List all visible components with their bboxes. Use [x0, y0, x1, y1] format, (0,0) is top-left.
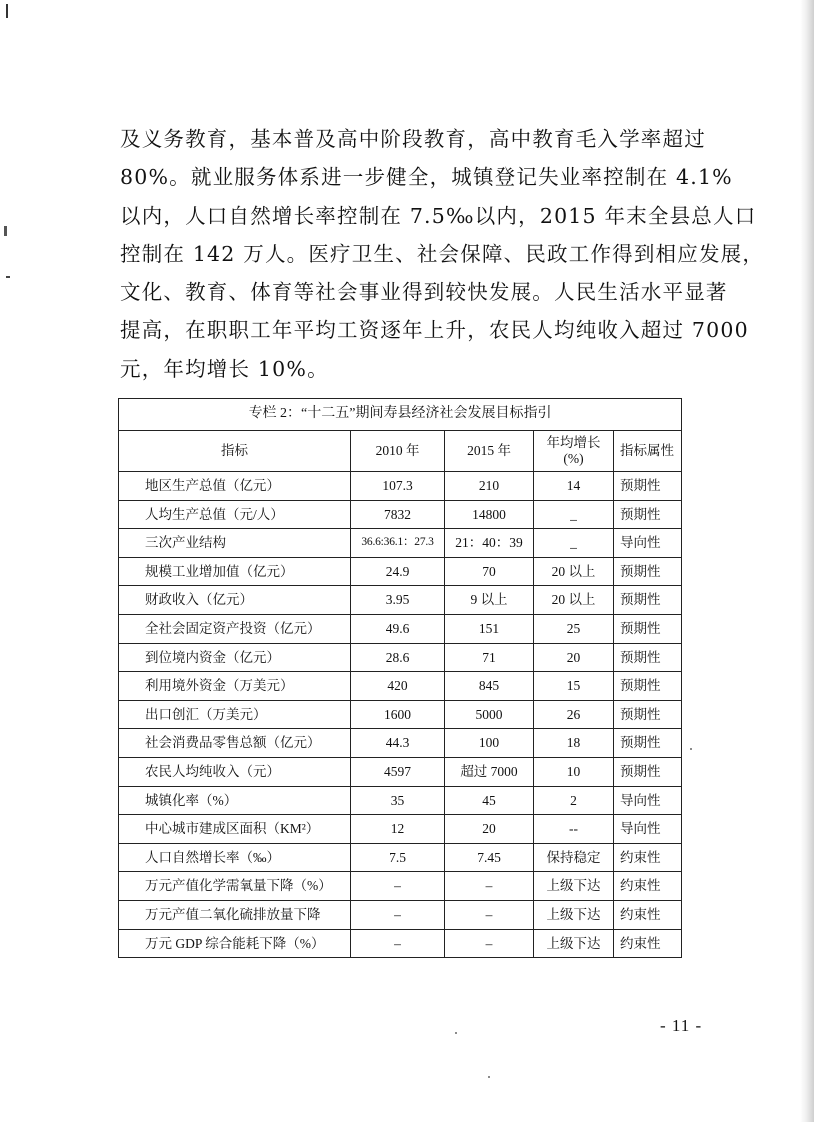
scan-speck: [690, 748, 692, 750]
row-2015-value: –: [445, 929, 534, 958]
row-2015-value: 5000: [445, 700, 534, 729]
row-2015-value: 210: [445, 472, 534, 501]
row-growth-value: --: [534, 815, 614, 844]
row-2015-value: 14800: [445, 500, 534, 529]
row-2010-value: 36.6:36.1：27.3: [351, 529, 445, 558]
scan-speck: [455, 1032, 457, 1034]
row-attribute: 导向性: [614, 815, 682, 844]
row-2010-value: 3.95: [351, 586, 445, 615]
row-attribute: 预期性: [614, 757, 682, 786]
row-indicator: 万元 GDP 综合能耗下降（%）: [119, 929, 351, 958]
scan-speck: [488, 1076, 490, 1078]
row-2015-value: –: [445, 900, 534, 929]
row-growth-value: 20 以上: [534, 557, 614, 586]
row-attribute: 预期性: [614, 557, 682, 586]
row-2010-value: 4597: [351, 757, 445, 786]
row-2010-value: 35: [351, 786, 445, 815]
row-2010-value: 420: [351, 672, 445, 701]
paragraph-line: 以内，人口自然增长率控制在 7.5‰以内，2015 年末全县总人口: [120, 203, 757, 228]
table-row: [119, 529, 682, 558]
row-attribute: 预期性: [614, 586, 682, 615]
table-row: [119, 929, 682, 958]
row-2010-value: –: [351, 929, 445, 958]
row-indicator: 万元产值化学需氧量下降（%）: [119, 872, 351, 901]
row-indicator: 城镇化率（%）: [119, 786, 351, 815]
row-growth-value: 10: [534, 757, 614, 786]
paragraph-line: 元，年均增长 10%。: [120, 356, 329, 381]
table-row: [119, 672, 682, 701]
scan-edge-shadow: [800, 0, 814, 1122]
row-attribute: 预期性: [614, 614, 682, 643]
row-growth-value: 14: [534, 472, 614, 501]
row-2010-value: 28.6: [351, 643, 445, 672]
body-paragraph: [120, 120, 765, 388]
table-row: [119, 614, 682, 643]
row-attribute: 预期性: [614, 729, 682, 758]
row-growth-value: 18: [534, 729, 614, 758]
row-attribute: 约束性: [614, 843, 682, 872]
table-caption: 专栏 2：“十二五”期间寿县经济社会发展目标指引: [119, 399, 682, 431]
row-attribute: 预期性: [614, 500, 682, 529]
row-2015-value: 845: [445, 672, 534, 701]
row-2010-value: 24.9: [351, 557, 445, 586]
table-row: [119, 643, 682, 672]
row-growth-value: 2: [534, 786, 614, 815]
scan-mark: [6, 276, 10, 278]
row-2010-value: 107.3: [351, 472, 445, 501]
row-attribute: 导向性: [614, 786, 682, 815]
row-2010-value: 49.6: [351, 614, 445, 643]
row-2010-value: 12: [351, 815, 445, 844]
row-growth-value: 25: [534, 614, 614, 643]
row-growth-value: 上级下达: [534, 900, 614, 929]
table-header-row: [119, 431, 682, 472]
row-growth-value: 15: [534, 672, 614, 701]
row-indicator: 地区生产总值（亿元）: [119, 472, 351, 501]
table-row: [119, 843, 682, 872]
row-growth-value: 20 以上: [534, 586, 614, 615]
table-row: [119, 815, 682, 844]
table-row: [119, 586, 682, 615]
row-indicator: 全社会固定资产投资（亿元）: [119, 614, 351, 643]
row-attribute: 预期性: [614, 643, 682, 672]
row-2015-value: 100: [445, 729, 534, 758]
row-growth-value: 26: [534, 700, 614, 729]
row-indicator: 三次产业结构: [119, 529, 351, 558]
scan-mark: [4, 226, 7, 236]
row-2015-value: 151: [445, 614, 534, 643]
row-2010-value: –: [351, 872, 445, 901]
row-growth-value: _: [534, 529, 614, 558]
table-row: [119, 900, 682, 929]
row-2010-value: 44.3: [351, 729, 445, 758]
row-indicator: 社会消费品零售总额（亿元）: [119, 729, 351, 758]
row-attribute: 导向性: [614, 529, 682, 558]
row-2015-value: 超过 7000: [445, 757, 534, 786]
row-2015-value: 21：40：39: [445, 529, 534, 558]
page-number: - 11 -: [660, 1016, 703, 1035]
row-attribute: 预期性: [614, 472, 682, 501]
row-2015-value: 45: [445, 786, 534, 815]
row-indicator: 人口自然增长率（‰）: [119, 843, 351, 872]
row-2010-value: 7.5: [351, 843, 445, 872]
table-row: [119, 757, 682, 786]
header-attribute: 指标属性: [614, 431, 682, 472]
row-attribute: 约束性: [614, 929, 682, 958]
paragraph-line: 提高，在职职工年平均工资逐年上升，农民人均纯收入超过 7000: [120, 318, 749, 343]
row-attribute: 预期性: [614, 700, 682, 729]
row-2015-value: 20: [445, 815, 534, 844]
row-2015-value: –: [445, 872, 534, 901]
row-attribute: 预期性: [614, 672, 682, 701]
row-indicator: 人均生产总值（元/人）: [119, 500, 351, 529]
paragraph-line: 控制在 142 万人。医疗卫生、社会保障、民政工作得到相应发展，: [120, 241, 765, 266]
paragraph-line: 及义务教育，基本普及高中阶段教育，高中教育毛入学率超过: [120, 127, 706, 151]
row-indicator: 农民人均纯收入（元）: [119, 757, 351, 786]
row-growth-value: 20: [534, 643, 614, 672]
row-growth-value: 上级下达: [534, 872, 614, 901]
row-growth-value: 上级下达: [534, 929, 614, 958]
row-attribute: 约束性: [614, 872, 682, 901]
row-indicator: 利用境外资金（万美元）: [119, 672, 351, 701]
paragraph-line: 80%。就业服务体系进一步健全，城镇登记失业率控制在 4.1%: [120, 165, 733, 190]
paragraph-line: 文化、教育、体育等社会事业得到较快发展。人民生活水平显著: [120, 280, 728, 305]
header-indicator: 指标: [119, 431, 351, 472]
row-indicator: 出口创汇（万美元）: [119, 700, 351, 729]
development-targets-table: [118, 398, 682, 958]
header-growth: 年均增长 (%): [534, 431, 614, 472]
row-2015-value: 7.45: [445, 843, 534, 872]
row-2010-value: –: [351, 900, 445, 929]
row-indicator: 财政收入（亿元）: [119, 586, 351, 615]
table-row: [119, 872, 682, 901]
row-indicator: 规模工业增加值（亿元）: [119, 557, 351, 586]
row-attribute: 约束性: [614, 900, 682, 929]
scan-mark: [6, 4, 8, 18]
row-2015-value: 71: [445, 643, 534, 672]
row-2010-value: 7832: [351, 500, 445, 529]
row-indicator: 万元产值二氧化硫排放量下降: [119, 900, 351, 929]
table-row: [119, 729, 682, 758]
row-2010-value: 1600: [351, 700, 445, 729]
row-growth-value: 保持稳定: [534, 843, 614, 872]
table-row: [119, 557, 682, 586]
table-row: [119, 500, 682, 529]
table-row: [119, 700, 682, 729]
row-growth-value: _: [534, 500, 614, 529]
table-row: [119, 472, 682, 501]
table-row: [119, 786, 682, 815]
row-indicator: 中心城市建成区面积（KM²）: [119, 815, 351, 844]
header-2015: 2015 年: [445, 431, 534, 472]
row-indicator: 到位境内资金（亿元）: [119, 643, 351, 672]
header-2010: 2010 年: [351, 431, 445, 472]
row-2015-value: 9 以上: [445, 586, 534, 615]
row-2015-value: 70: [445, 557, 534, 586]
